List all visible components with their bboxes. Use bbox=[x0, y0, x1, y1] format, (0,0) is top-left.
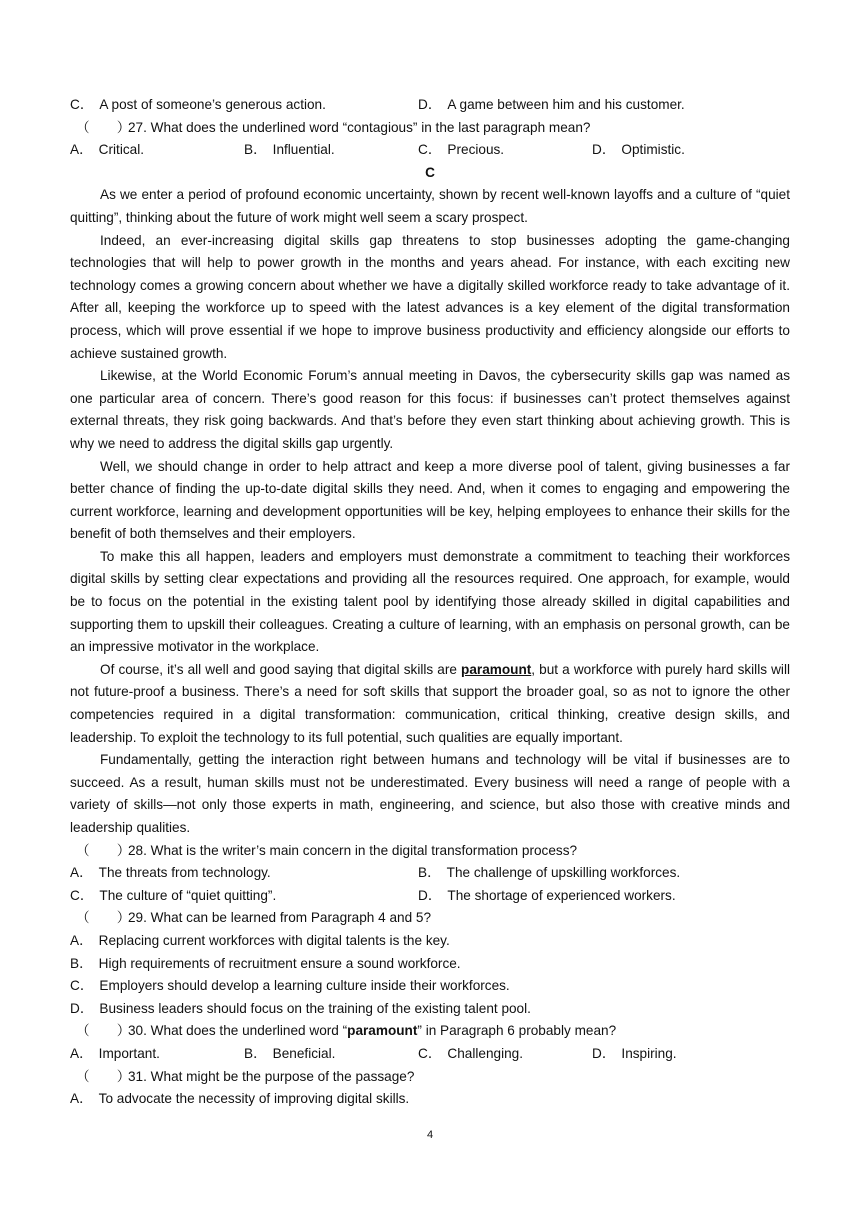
answer-blank: （ ） bbox=[76, 119, 131, 135]
q27-option-a: A． Critical. bbox=[70, 142, 144, 158]
passage-paragraph-5: To make this all happen, leaders and employers must demonstrate a commitment to teaching their workforces digital skills by setting clear expectations and providing all the resources required. One approach, for example, would be to focus on the potential in the existing talent pool by identifying those already skilled in digital capabilities and supporting them to upskill their colleagues. Creating a culture of learning, with an emphasis on personal growth, can be an impressive motivator in the workplace. bbox=[70, 548, 790, 655]
q30-options bbox=[70, 1043, 790, 1066]
q29-stem: （ ）29. What can be learned from Paragraph 4 and 5? bbox=[70, 907, 790, 930]
passage-title: C bbox=[425, 164, 435, 180]
passage-paragraph-2: Indeed, an ever-increasing digital skills gap threatens to stop businesses adopting the game-changing technologies that will help to power growth in the months and years ahead. For instance, with each exciting new technology comes a growing concern about whether we have a digitally skilled workforce ready to take advantage of it. After all, keeping the workforce up to speed with the latest advances is a key element of the digital transformation process, which will prove essential if we hope to improve business productivity and efficiency alongside our efforts to achieve sustained growth. bbox=[70, 232, 790, 361]
q28-options-cd bbox=[70, 885, 790, 908]
q29-option-b: B． High requirements of recruitment ensure a sound workforce. bbox=[70, 955, 461, 971]
q30-option-a: A． Important. bbox=[70, 1045, 160, 1061]
q27-option-d: D． Optimistic. bbox=[592, 142, 685, 158]
q30-option-b: B． Beneficial. bbox=[244, 1045, 336, 1061]
answer-blank: （ ） bbox=[76, 842, 131, 858]
passage-paragraph-6: Of course, it’s all well and good saying that digital skills are paramount, but a workforce with purely hard skills will not future-proof a business. There’s a need for soft skills that support the broader goal, so as not to ignore the other competencies required in a digital transformation: communication, critical thinking, creative design skills, and leadership. To exploit the technology to its full potential, such qualities are equally important. bbox=[70, 661, 790, 745]
q30-option-d: D． Inspiring. bbox=[592, 1045, 677, 1061]
q28-option-a: A． The threats from technology. bbox=[70, 865, 271, 881]
q30-stem: （ ）30. What does the underlined word “paramount” in Paragraph 6 probably mean? bbox=[70, 1020, 790, 1043]
passage-paragraph-7: Fundamentally, getting the interaction right between humans and technology will be vital if businesses are to succeed. As a result, human skills must not be underestimated. Every business will need a range of people with a variety of skills—not only those experts in math, engineering, and science, but also those with creative minds and leadership qualities. bbox=[70, 752, 790, 835]
underlined-word-paramount: paramount bbox=[461, 661, 532, 677]
passage-paragraph-4: Well, we should change in order to help attract and keep a more diverse pool of talent, giving businesses a far better chance of finding the up-to-date digital skills they need. And, when it comes to engaging and empowering the current workforce, learning and development opportunities will be key, helping employees to enhance their skills for the benefit of both themselves and their employers. bbox=[70, 458, 790, 542]
q27-options bbox=[70, 139, 790, 162]
passage-paragraph-3: Likewise, at the World Economic Forum’s annual meeting in Davos, the cybersecurity skills gap was named as one particular area of concern. There’s good reason for this focus: if businesses can’t protect themselves against external threats, they risk going backwards. And that’s before they even start thinking about achieving growth. This is why we need to address the digital skills gap urgently. bbox=[70, 368, 790, 451]
page-number: 4 bbox=[426, 1129, 434, 1141]
passage-paragraph-1: As we enter a period of profound economic uncertainty, shown by recent well-known layoffs and a culture of “quiet quitting”, thinking about the future of work might well seem a scary prospect. bbox=[70, 187, 790, 225]
exam-page bbox=[70, 94, 790, 1111]
q28-option-d: D． The shortage of experienced workers. bbox=[418, 887, 676, 903]
q29-option-c: C． Employers should develop a learning culture inside their workforces. bbox=[70, 978, 510, 994]
q27-option-c: C． Precious. bbox=[418, 142, 505, 158]
q26-option-c: C． A post of someone’s generous action. bbox=[70, 97, 326, 112]
answer-blank: （ ） bbox=[76, 1023, 131, 1039]
q29-option-d: D． Business leaders should focus on the training of the existing talent pool. bbox=[70, 1000, 531, 1016]
answer-blank: （ ） bbox=[76, 910, 131, 926]
keyword-paramount: paramount bbox=[347, 1023, 418, 1039]
q29-option-a: A． Replacing current workforces with digital talents is the key. bbox=[70, 932, 450, 948]
q28-option-c: C． The culture of “quiet quitting”. bbox=[70, 887, 277, 903]
q28-options-ab bbox=[70, 862, 790, 885]
q31-option-a: A． To advocate the necessity of improving digital skills. bbox=[70, 1091, 410, 1107]
q28-option-b: B． The challenge of upskilling workforces. bbox=[418, 865, 681, 881]
q26-options bbox=[70, 94, 790, 117]
q27-option-b: B． Influential. bbox=[244, 142, 335, 158]
q26-option-d: D． A game between him and his customer. bbox=[418, 97, 685, 112]
q31-stem: （ ）31. What might be the purpose of the passage? bbox=[70, 1066, 790, 1089]
q27-stem: （ ）27. What does the underlined word “contagious” in the last paragraph mean? bbox=[70, 117, 790, 140]
q30-option-c: C． Challenging. bbox=[418, 1045, 523, 1061]
answer-blank: （ ） bbox=[76, 1068, 131, 1084]
q28-stem: （ ）28. What is the writer’s main concern in the digital transformation process? bbox=[70, 840, 790, 863]
